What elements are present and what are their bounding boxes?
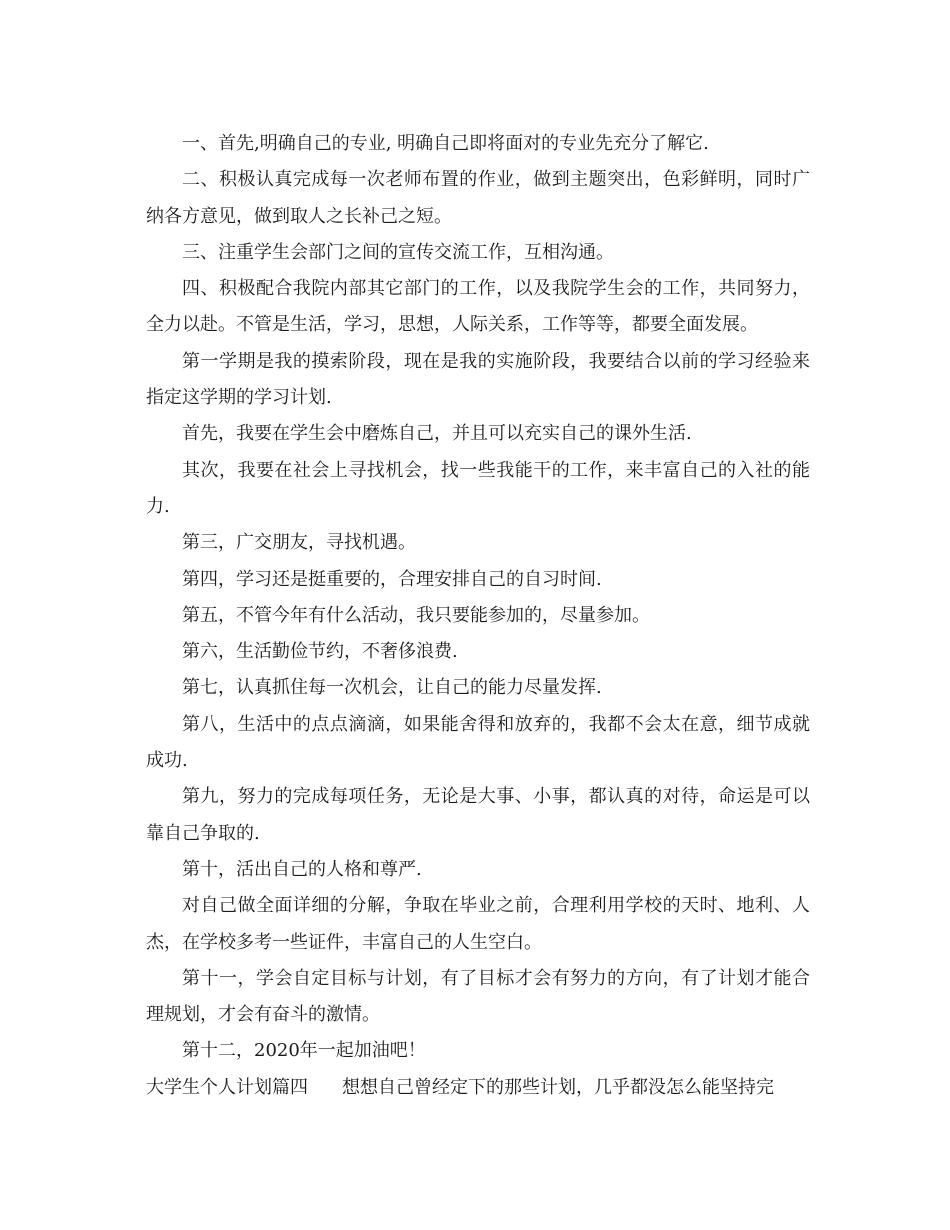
paragraph: 第九，努力的完成每项任务，无论是大事、小事，都认真的对待，命运是可以靠自己争取的. xyxy=(146,786,810,844)
paragraph: 第八，生活中的点点滴滴，如果能舍得和放弃的，我都不会太在意，细节成就成功. xyxy=(146,713,810,772)
paragraph: 三、注重学生会部门之间的宣传交流工作，互相沟通。 xyxy=(182,241,614,263)
document-page xyxy=(146,126,810,1106)
paragraph: 第三，广交朋友，寻找机遇。 xyxy=(182,532,416,554)
paragraph: 一、首先,明确自己的专业, 明确自己即将面对的专业先充分了解它. xyxy=(182,133,709,154)
paragraph: 二、积极认真完成每一次老师布置的作业，做到主题突出，色彩鲜明，同时广纳各方意见，做到取人之长补己之短。 xyxy=(146,169,810,227)
paragraph: 第七，认真抓住每一次机会，让自己的能力尽量发挥. xyxy=(182,677,602,699)
paragraph: 第四，学习还是挺重要的，合理安排自己的自习时间. xyxy=(182,568,602,590)
paragraph: 第六，生活勤俭节约，不奢侈浪费. xyxy=(182,641,458,663)
paragraph: 第十二，2020年一起加油吧！ xyxy=(182,1040,426,1062)
paragraph: 首先，我要在学生会中磨炼自己，并且可以充实自己的课外生活. xyxy=(182,423,692,445)
section-text: 想想自己曾经定下的那些计划，几乎都没怎么能坚持完 xyxy=(342,1076,774,1098)
paragraph: 第五，不管今年有什么活动，我只要能参加的，尽量参加。 xyxy=(182,604,650,626)
paragraph: 四、积极配合我院内部其它部门的工作，以及我院学生会的工作，共同努力，全力以赴。不管是生活，学习，思想，人际关系，工作等等，都要全面发展。 xyxy=(146,278,810,336)
section-line xyxy=(146,1070,810,1106)
paragraph: 第一学期是我的摸索阶段，现在是我的实施阶段，我要结合以前的学习经验来指定这学期的学习计划. xyxy=(146,350,810,409)
paragraph: 其次，我要在社会上寻找机会，找一些我能干的工作，来丰富自己的入社的能力. xyxy=(146,459,810,517)
paragraph: 第十一，学会自定目标与计划，有了目标才会有努力的方向，有了计划才能合理规划，才会有奋斗的激情。 xyxy=(146,967,810,1026)
paragraph: 对自己做全面详细的分解，争取在毕业之前，合理利用学校的天时、地利、人杰，在学校多考一些证件，丰富自己的人生空白。 xyxy=(146,895,810,953)
section-heading: 大学生个人计划篇四 xyxy=(146,1076,308,1098)
paragraph: 第十，活出自己的人格和尊严. xyxy=(182,858,422,880)
